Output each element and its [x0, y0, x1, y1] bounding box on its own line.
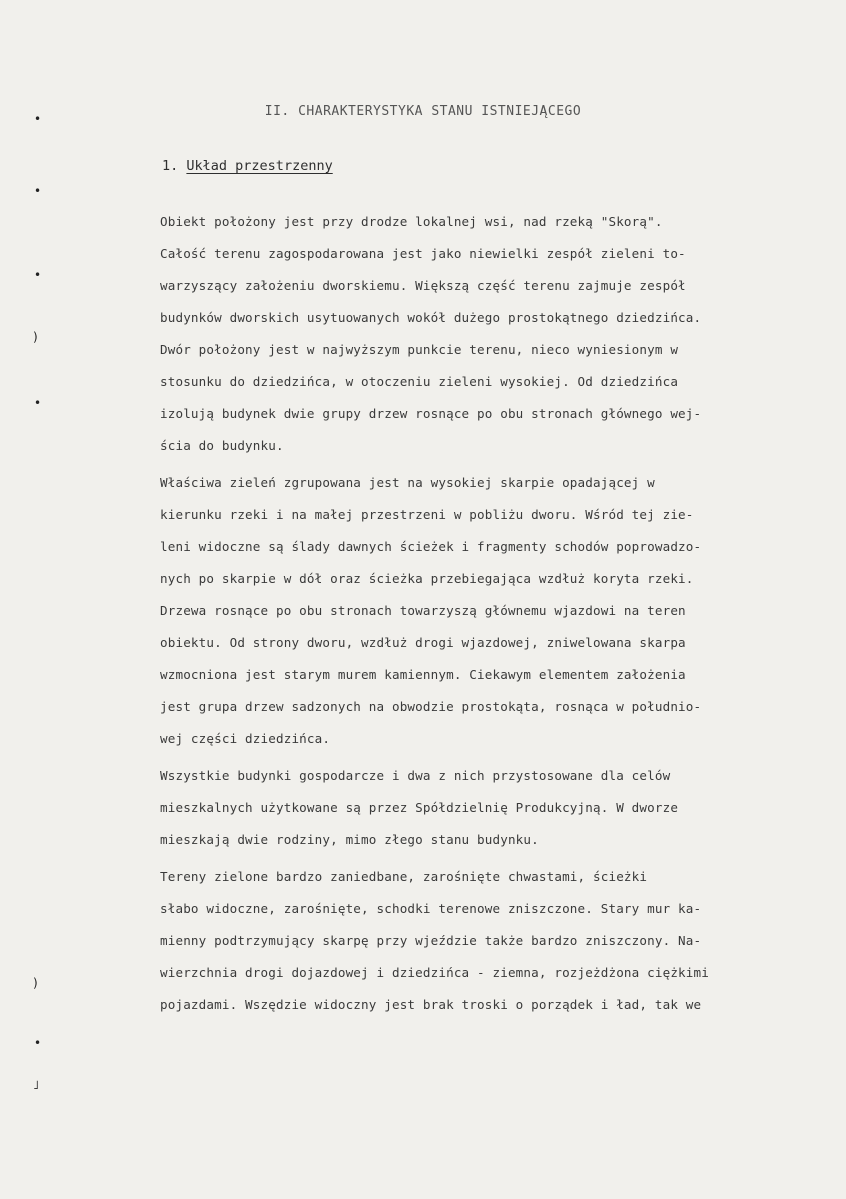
text-line: Obiekt położony jest przy drodze lokalnej wsi, nad rzeką "Skorą". [160, 214, 663, 229]
body-text [160, 206, 788, 1021]
margin-bracket-mark: ) [33, 330, 38, 344]
paragraph [160, 206, 788, 462]
text-line: budynków dworskich usytuowanych wokół dużego prostokątnego dziedzińca. [160, 310, 702, 325]
text-line: wzmocniona jest starym murem kamiennym. Ciekawym elementem założenia [160, 667, 686, 682]
text-line: obiektu. Od strony dworu, wzdłuż drogi wjazdowej, zniwelowana skarpa [160, 635, 686, 650]
text-line: słabo widoczne, zarośnięte, schodki terenowe zniszczone. Stary mur ka- [160, 901, 702, 916]
text-line: warzyszący założeniu dworskiemu. Większą część terenu zajmuje zespół [160, 278, 686, 293]
text-line: jest grupa drzew sadzonych na obwodzie prostokąta, rosnąca w południo- [160, 699, 702, 714]
text-line: izolują budynek dwie grupy drzew rosnące po obu stronach głównego wej- [160, 406, 702, 421]
paragraph [160, 760, 788, 856]
margin-dot-mark: • [34, 1036, 42, 1050]
chapter-heading: II. CHARAKTERYSTYKA STANU ISTNIEJĄCEGO [264, 104, 582, 119]
text-line: stosunku do dziedzińca, w otoczeniu zieleni wysokiej. Od dziedzińca [160, 374, 679, 389]
text-line: Tereny zielone bardzo zaniedbane, zarośnięte chwastami, ścieżki [160, 869, 648, 884]
text-line: wierzchnia drogi dojazdowej i dziedzińca - ziemna, rozjeżdżona ciężkimi [160, 965, 709, 980]
text-line: Właściwa zieleń zgrupowana jest na wysokiej skarpie opadającej w [160, 475, 655, 490]
text-line: kierunku rzeki i na małej przestrzeni w pobliżu dworu. Wśród tej zie- [160, 507, 694, 522]
margin-bracket-mark: ) [33, 976, 38, 990]
text-line: ścia do budynku. [160, 438, 284, 453]
paragraph [160, 467, 788, 755]
text-line: nych po skarpie w dół oraz ścieżka przebiegająca wzdłuż koryta rzeki. [160, 571, 694, 586]
text-line: Całość terenu zagospodarowana jest jako niewielki zespół zieleni to- [160, 246, 686, 261]
margin-dot-mark: • [34, 396, 42, 410]
section-number: 1. [162, 158, 179, 174]
margin-dot-mark: • [34, 184, 42, 198]
text-line: Wszystkie budynki gospodarcze i dwa z nich przystosowane dla celów [160, 768, 671, 783]
margin-dot-mark: • [34, 112, 42, 126]
text-line: leni widoczne są ślady dawnych ścieżek i fragmenty schodów poprowadzo- [160, 539, 702, 554]
margin-tick-mark: ˩ [33, 1078, 39, 1092]
paragraph [160, 861, 788, 1021]
text-line: mieszkają dwie rodziny, mimo złego stanu budynku. [160, 832, 539, 847]
text-line: pojazdami. Wszędzie widoczny jest brak troski o porządek i ład, tak we [160, 997, 702, 1012]
text-line: mienny podtrzymujący skarpę przy wjeździe także bardzo zniszczony. Na- [160, 933, 702, 948]
text-line: Drzewa rosnące po obu stronach towarzyszą głównemu wjazdowi na teren [160, 603, 686, 618]
margin-dot-mark: • [34, 268, 42, 282]
margin-marks [0, 0, 60, 1199]
text-line: Dwór położony jest w najwyższym punkcie terenu, nieco wyniesionym w [160, 342, 679, 357]
text-line: wej części dziedzińca. [160, 731, 331, 746]
text-line: mieszkalnych użytkowane są przez Spółdzielnię Produkcyjną. W dworze [160, 800, 679, 815]
section-title-text: Układ przestrzenny [186, 158, 333, 174]
section-title [162, 158, 333, 174]
